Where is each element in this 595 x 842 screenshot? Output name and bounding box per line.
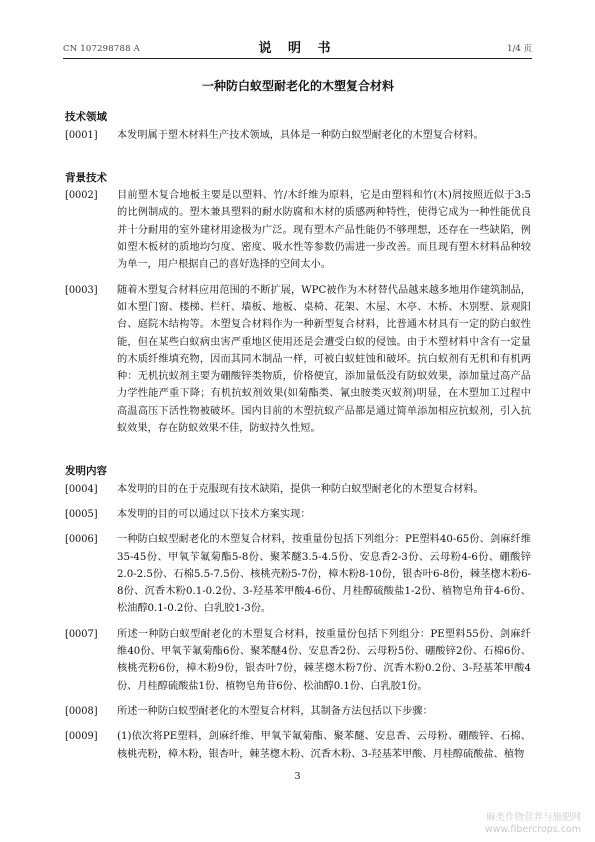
paragraph-number: [0008] bbox=[65, 705, 98, 717]
paragraph bbox=[65, 703, 531, 720]
paragraph bbox=[65, 728, 531, 763]
watermark bbox=[485, 812, 581, 836]
paragraph-text: 随着木塑复合材料应用范围的不断扩展，WPC被作为木材替代品越来越多地用作建筑制品，如木塑门窗、楼梯、栏杆、墙板、地板、桌椅、花架、木屋、木亭、木桥、木别墅、景观阳台、庭院木结构等。木塑复合材料作为一种新型复合材料，比普通木材具有一定的防白蚁性能，但在某些白蚁病虫害严重地区使用还是会遭受白蚁的侵蚀。由于木塑材料中含有一定量的木质纤维填充物，因而其同木制品一样，可被白蚁蛀蚀和破坏。抗白蚁剂有无机和有机两种：无机抗蚁剂主要为硼酸锌类物质，价格便宜，添加量低没有防蚁效果，添加量过高产品力学性能严重下降；有机抗蚁剂效果(如菊酯类、氰虫胺类灭蚁剂)明显，在木塑加工过程中高温高压下活性物被破坏。国内目前的木塑抗蚁产品都是通过简单添加相应抗蚁剂，引入抗蚁效果，存在防蚁效果不佳，防蚁持久性短。 bbox=[117, 284, 531, 435]
paragraph-number: [0009] bbox=[65, 731, 98, 743]
paragraph-number: [0003] bbox=[65, 284, 98, 296]
header-divider bbox=[63, 58, 532, 59]
paragraph bbox=[65, 187, 531, 273]
paragraph-text: 本发明的目的在于克服现有技术缺陷，提供一种防白蚁型耐老化的木塑复合材料。 bbox=[117, 483, 484, 495]
paragraph-text: 本发明的目的可以通过以下技术方案实现： bbox=[117, 508, 311, 520]
paragraph-number: [0007] bbox=[65, 628, 98, 640]
paragraph-text: 目前塑木复合地板主要是以塑料、竹/木纤维为原料，它是由塑料和竹(木)屑按照近似于3:5的比例制成的。塑木兼具塑料的耐水防腐和木材的质感两种特性，使得它成为一种性能优良并十分耐用的室外建材用途极为广泛。现有塑木产品性能仍不够理想，还存在一些缺陷，例如塑木板材的质地均匀度、密度、吸水性等参数仍需进一步改善。而且现有塑木材料品种较为单一，用户根据自己的喜好选择的空间太小。 bbox=[117, 190, 531, 271]
watermark-line-2: www.fibercrops.com bbox=[484, 824, 581, 835]
paragraph-number: [0001] bbox=[65, 129, 98, 141]
section-heading-tech-field: 技术领域 bbox=[65, 111, 107, 124]
paragraph-text: 所述一种防白蚁型耐老化的木塑复合材料，按重量份包括下列组分：PE塑料55份、剑麻纤维40份、甲氧苄氟菊酯6份、聚苯醚4份、安息香2份、云母粉5份、硼酸锌2份、石棉6份、核桃壳粉6份，樟木粉9份，银杏叶7份，棘茎楤木粉7份、沉香木粉0.2份、3-羟基苯甲酸4份、月桂醇硫酸盐1份、植物皂角苷6份、松油醇0.1份、白乳胶1份。 bbox=[117, 628, 531, 692]
paragraph-text: 所述一种防白蚁型耐老化的木塑复合材料，其制备方法包括以下步骤： bbox=[117, 705, 433, 717]
page-header bbox=[63, 38, 532, 58]
document-title: 一种防白蚁型耐老化的木塑复合材料 bbox=[201, 79, 394, 93]
paragraph-number: [0004] bbox=[65, 483, 98, 495]
paragraph-number: [0005] bbox=[65, 508, 98, 520]
paragraph bbox=[65, 531, 531, 617]
paragraph-text: 本发明属于塑木材料生产技术领域，具体是一种防白蚁型耐老化的木塑复合材料。 bbox=[117, 129, 484, 141]
page-number: 3 bbox=[294, 771, 301, 782]
paragraph-text: 一种防白蚁型耐老化的木塑复合材料，按重量份包括下列组分：PE塑料40-65份、剑麻纤维35-45份、甲氧苄氟菊酯5-8份、聚苯醚3.5-4.5份、安息香2-3份、云母粉4-6份、硼酸锌2.0-2.5份、石棉5.5-7.5份、核桃壳粉5-7份，樟木粉8-10份，银杏叶6-8份，棘茎楤木粉6-8份、沉香木粉0.1-0.2份、3-羟基苯甲酸4-6份、月桂醇硫酸盐1-2份、植物皂角苷4-6份、松油醇0.1-0.2份、白乳胶1-3份。 bbox=[117, 534, 531, 615]
patent-number: CN 107298788 A bbox=[63, 44, 140, 54]
paragraph-number: [0006] bbox=[65, 534, 98, 546]
watermark-line-1: 麻类作物营养与施肥网 bbox=[485, 812, 581, 823]
header-title: 说 明 书 bbox=[258, 41, 337, 56]
paragraph bbox=[65, 506, 531, 523]
paragraph bbox=[65, 282, 531, 438]
document-body bbox=[65, 76, 531, 771]
paragraph bbox=[65, 626, 531, 695]
paragraph-number: [0002] bbox=[65, 190, 98, 202]
paragraph bbox=[65, 127, 531, 144]
section-heading-invention: 发明内容 bbox=[65, 465, 107, 478]
section-heading-background: 背景技术 bbox=[65, 171, 107, 184]
paragraph bbox=[65, 481, 531, 498]
paragraph-text: (1)依次将PE塑料，剑麻纤维、甲氧苄氟菊酯、聚苯醚、安息香、云母粉、硼酸锌、石棉、核桃壳粉，樟木粉，银杏叶，棘茎楤木粉、沉香木粉、3-羟基苯甲酸、月桂醇硫酸盐、植物 bbox=[117, 731, 531, 760]
page-indicator: 1/4 页 bbox=[507, 44, 532, 54]
